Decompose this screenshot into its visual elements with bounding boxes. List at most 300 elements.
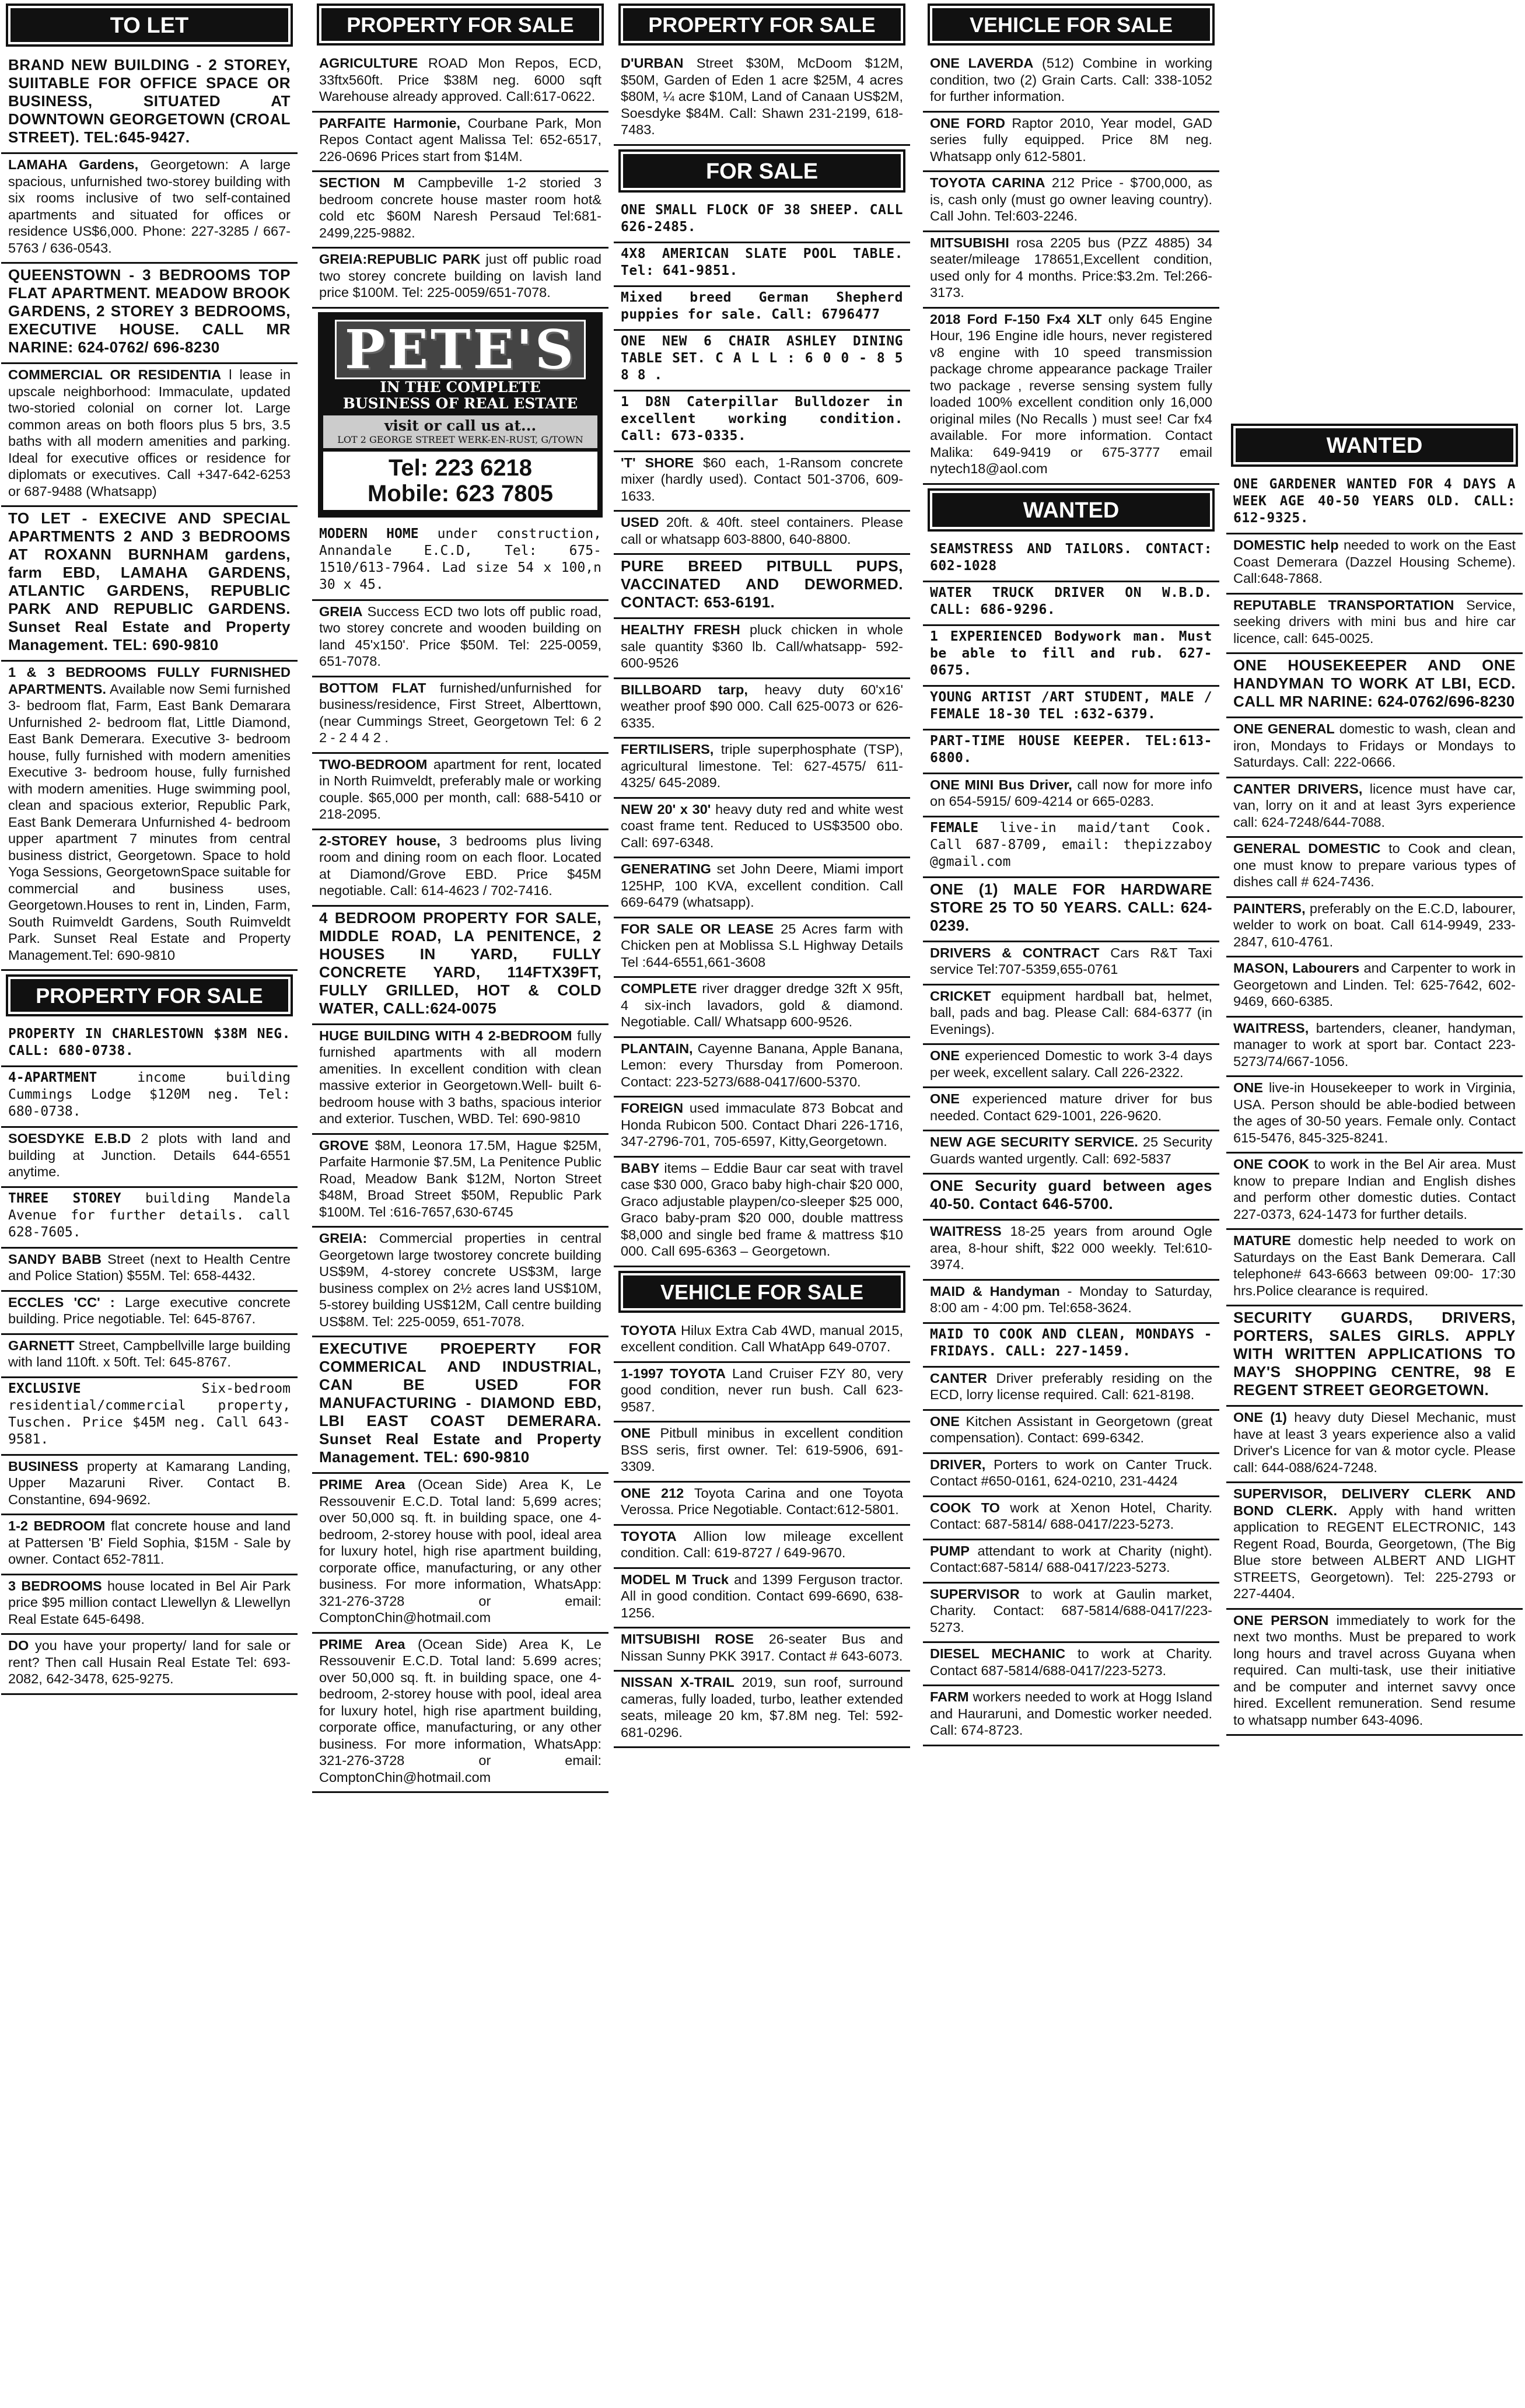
ad-lead: PRIME Area	[319, 1636, 405, 1652]
ad-text: $60 each, 1-Ransom concrete mixer (hardly used). Contact 501-3706, 609-1633.	[621, 455, 903, 504]
classified-ad	[1226, 1230, 1523, 1306]
classified-ad	[1226, 957, 1523, 1018]
ad-lead: GARNETT	[8, 1337, 75, 1353]
ad-lead: PRIME Area	[319, 1477, 405, 1492]
ad-lead: 1-1997 TOYOTA	[621, 1365, 726, 1381]
ad-text: - Monday to Saturday, 8:00 am - 4:00 pm. Tel:658-3624.	[930, 1283, 1212, 1315]
ad-lead: FARM	[930, 1689, 969, 1704]
classified-ad	[312, 601, 608, 677]
ad-text: flat concrete house and land at Pattersen 'B' Field Sophia, $15M - Sale by owner. Contact 652-7811.	[8, 1518, 291, 1567]
agency-address-box	[323, 415, 597, 448]
ad-lead: MASON, Labourers	[1233, 960, 1360, 976]
ad-lead: ONE	[930, 1091, 960, 1106]
ad-lead: ONE HOUSEKEEPER AND ONE HANDYMAN TO WORK AT LBI, ECD. CALL MR NARINE: 624-0762/696-8230	[1233, 656, 1516, 710]
ad-text: call now for more info on 654-5915/ 609-4214 or 665-0283.	[930, 777, 1212, 809]
ad-lead: CANTER	[930, 1370, 987, 1386]
ad-lead: QUEENSTOWN - 3 BEDROOMS TOP FLAT APARTMENT. MEADOW BROOK GARDENS, 2 STOREY 3 BEDROOMS, EXECUTIVE HOUSE. CALL MR NARINE: 624-0762/ 696-8230	[8, 266, 291, 356]
ad-lead: GREIA	[319, 603, 363, 619]
ad-lead: ONE (1) MALE FOR HARDWARE STORE 25 TO 50 YEARS. CALL: 624-0239.	[930, 880, 1212, 934]
classified-ad	[1226, 898, 1523, 958]
ad-lead: YOUNG ARTIST /ART STUDENT, MALE / FEMALE 18-30 TEL :632-6379.	[930, 689, 1212, 722]
ad-text: set John Deere, Miami import 125HP, 100 KVA, excellent condition. Call 669-6479 (whatsapp).	[621, 861, 903, 910]
classified-ad	[312, 113, 608, 173]
ad-lead: DOMESTIC help	[1233, 537, 1339, 553]
ad-lead: 4 BEDROOM PROPERTY FOR SALE, MIDDLE ROAD, LA PENITENCE, 2 HOUSES IN YARD, FULLY CONCRETE YARD, 114FTX39FT, FULLY GRILLED, HOT & COLD WATER, CALL:624-0075	[319, 908, 601, 1017]
classified-ad	[923, 113, 1219, 173]
ad-lead: HUGE BUILDING WITH 4 2-BEDROOM	[319, 1027, 572, 1043]
ad-lead: MAID TO COOK AND CLEAN, MONDAYS - FRIDAYS. CALL: 227-1459.	[930, 1326, 1212, 1359]
classified-ad	[614, 1098, 910, 1158]
section-header: TO LET	[6, 4, 293, 47]
ad-text: Pitbull minibus in excellent condition BSS seris, first owner. Tel: 619-5906, 691-3309.	[621, 1425, 903, 1474]
column-3	[613, 0, 911, 2408]
classified-ad	[923, 942, 1219, 985]
classified-ad	[1226, 1306, 1523, 1407]
classified-ad	[312, 677, 608, 754]
ad-lead: USED	[621, 515, 659, 530]
ad-text: property at Kamarang Landing, Upper Mazaruni River. Contact B. Constantine, 694-9692.	[8, 1458, 291, 1507]
classified-ad	[614, 243, 910, 287]
classified-ad	[312, 1135, 608, 1228]
ad-text: to Cook and clean, one must know to prepare various types of dishes call # 624-7436.	[1233, 841, 1516, 889]
classified-ad	[312, 1337, 608, 1474]
classified-ad	[923, 687, 1219, 731]
ad-lead: DO	[8, 1638, 29, 1653]
ad-lead: MATURE	[1233, 1233, 1291, 1248]
column-spacer	[1225, 0, 1524, 420]
agency-logo: PETE'S	[335, 320, 586, 379]
ad-lead: BOTTOM FLAT	[319, 680, 426, 696]
ad-lead: 1-2 BEDROOM	[8, 1518, 106, 1533]
classified-ad	[923, 232, 1219, 309]
ad-lead: PLANTAIN,	[621, 1040, 693, 1056]
classified-ad	[923, 626, 1219, 687]
classified-ad	[614, 452, 910, 512]
ad-text: to work at Gaulin market, Charity. Contact: 687-5814/688-0417/223-5273.	[930, 1586, 1212, 1635]
ad-text: only 645 Engine Hour, 196 Engine idle hours, never registered v8 engine with 10 speed transmission package chrome appearance package Trailer two package , reverse sensing system fully loaded 100% excellent condition only 16,000 original miles (No Recalls ) must see! Car fx4 available. For more information. Contact Malika: 649-9419 or 675-3777 email nytech18@aol.com	[930, 311, 1212, 476]
ad-text: to work at Charity. Contact 687-5814/688-0417/223-5273.	[930, 1646, 1212, 1678]
classified-ad	[1, 1515, 298, 1575]
classified-ad	[614, 1423, 910, 1483]
ad-text: to work in the Bel Air area. Must know to prepare Indian and English dishes and perform other domestic duties. Contact 227-0373, 624-1473 for further details.	[1233, 1156, 1516, 1222]
ad-lead: WAITRESS,	[1233, 1020, 1309, 1036]
classified-ad	[1226, 1018, 1523, 1078]
classified-ad	[923, 1454, 1219, 1497]
classified-ad	[1226, 1077, 1523, 1154]
ad-lead: ONE Security guard between ages 40-50. Contact 646-5700.	[930, 1177, 1212, 1212]
classified-ad	[312, 1228, 608, 1337]
ad-lead: FEMALE	[930, 820, 979, 836]
ad-lead: GENERATING	[621, 861, 711, 876]
classified-ad	[1226, 778, 1523, 838]
ad-lead: ONE MINI Bus Driver,	[930, 777, 1072, 792]
classified-ad	[1, 1067, 298, 1128]
ad-text: live-in maid/tant Cook. Call 687-8709, email: thepizzaboy @gmail.com	[930, 820, 1212, 869]
ad-text: 18-25 years from around Ogle area, 8-hour shift, $22 000 weekly. Tel:610-3974.	[930, 1224, 1213, 1272]
ad-lead: 2-STOREY house,	[319, 833, 440, 848]
ad-lead: PUMP	[930, 1543, 970, 1558]
ad-lead: GREIA:REPUBLIC PARK	[319, 251, 481, 267]
ad-lead: FERTILISERS,	[621, 742, 714, 757]
ad-text: under construction, Annandale E.C.D, Tel: 675-1510/613-7964. Lad size 54 x 100,n 30 x 45.	[319, 526, 601, 592]
ad-text: Commercial properties in central Georgetown large twostorey concrete building US$9M, 4-storey concrete US$3M, large business complex on 2½ acres land US$10M, 5-storey building US$12M, Call centre building US$8M. Tel: 225-0059, 651-7078.	[319, 1231, 602, 1329]
ad-lead: ONE COOK	[1233, 1156, 1309, 1172]
classified-ad	[923, 774, 1219, 817]
classified-ad	[923, 53, 1219, 113]
ad-lead: BRAND NEW BUILDING - 2 STOREY, SUIITABLE FOR OFFICE SPACE OR BUSINESS, SITUATED AT DOWNTOWN GEORGETOWN (CROAL STREET). TEL:645-9427.	[8, 56, 291, 146]
ad-text: you have your property/ land for sale or rent? Then call Husain Real Estate Tel: 693-2082, 642-3478, 625-9275.	[8, 1638, 291, 1686]
ad-lead: DRIVER,	[930, 1456, 986, 1472]
classified-ad	[923, 878, 1219, 942]
ad-lead: ONE NEW 6 CHAIR ASHLEY DINING TABLE SET. C A L L : 6 0 0 - 8 5 8 8 .	[621, 333, 903, 383]
ad-text: Cars R&T Taxi service Tel:707-5359,655-0761	[930, 945, 1213, 977]
classified-ad	[312, 830, 608, 907]
classified-ad	[1226, 654, 1523, 718]
ad-lead: PART-TIME HOUSE KEEPER. TEL:613-6800.	[930, 733, 1212, 766]
ad-text: furnished/unfurnished for business/residence, First Street, Alberttown, (near Cummings Street, Georgetown Tel: 6 2 2 - 2 4 4 2 .	[319, 680, 601, 745]
column-5	[1225, 0, 1524, 2408]
classified-ad	[923, 731, 1219, 774]
classified-ad	[312, 172, 608, 249]
section-header: PROPERTY FOR SALE	[317, 4, 604, 46]
classified-ad	[614, 1628, 910, 1672]
classified-ad	[923, 1540, 1219, 1584]
ad-lead: ONE PERSON	[1233, 1612, 1329, 1628]
ad-text: work at Xenon Hotel, Charity. Contact: 687-5814/ 688-0417/223-5273.	[930, 1500, 1212, 1532]
ad-lead: CANTER DRIVERS,	[1233, 781, 1363, 796]
ad-lead: TOYOTA CARINA	[930, 175, 1045, 190]
classified-ad	[923, 172, 1219, 232]
classified-ad	[614, 858, 910, 918]
ad-text: Georgetown: A large spacious, unfurnished two-storey building with six rooms inclusive of two self-contained apartments and situated for offices or residence US$6,000. Phone: 227-3285 / 667-5763 / 636-0543.	[8, 157, 291, 256]
ad-lead: 1 EXPERIENCED Bodywork man. Must be able to fill and rub. 627-0675.	[930, 628, 1212, 678]
ad-lead: ONE 212	[621, 1485, 684, 1501]
ad-lead: GREIA:	[319, 1231, 368, 1246]
ad-text: Porters to work on Canter Truck. Contact #650-0161, 624-0210, 231-4424	[930, 1456, 1212, 1488]
ad-text: 26-seater Bus and Nissan Sunny PKK 3917. Contact # 643-6073.	[621, 1631, 903, 1663]
ad-text: domestic to wash, clean and iron, Mondays to Fridays or Mondays to Saturdays. Call: 222-0666.	[1233, 721, 1516, 770]
ad-text: Cayenne Banana, Apple Banana, Lemon: every Thursday from Pomeroon. Contact: 223-5273/688-0417/600-5370.	[621, 1040, 903, 1089]
classified-ad	[614, 331, 910, 392]
agency-phone-box	[323, 452, 597, 510]
ad-lead: ONE GARDENER WANTED FOR 4 DAYS A WEEK AGE 40-50 YEARS OLD. CALL: 612-9325.	[1233, 477, 1516, 526]
ad-lead: TO LET - EXECIVE AND SPECIAL APARTMENTS 2 AND 3 BEDROOMS AT ROXANN BURNHAM gardens, farm EBD, LAMAHA GARDENS, ATLANTIC GARDENS, REPUBLIC PARK AND REPUBLIC GARDENS. Sunset Real Estate and Property Management. TEL: 690-9810	[8, 509, 291, 653]
ad-text: (512) Combine in working condition, two (2) Grain Carts. Call: 338-1052 for further information.	[930, 55, 1213, 104]
classified-ad	[1, 54, 298, 154]
classified-ad	[1226, 1483, 1523, 1610]
classified-ad	[1226, 1610, 1523, 1736]
ad-text: income building Cummings Lodge $120M neg. Tel: 680-0738.	[8, 1070, 291, 1119]
classified-ad	[1, 1128, 298, 1188]
ad-text: live-in Housekeeper to work in Virginia, USA. Person should be able-bodied between the ages of 30-50 years. Female only. Contact 615-5476, 845-325-8241.	[1233, 1080, 1516, 1145]
agency-address: LOT 2 GEORGE STREET WERK-EN-RUST, G/TOWN	[337, 434, 583, 445]
section-header: PROPERTY FOR SALE	[618, 4, 905, 46]
ad-lead: SECTION M	[319, 175, 405, 190]
classified-ad	[614, 512, 910, 555]
ad-lead: ONE FORD	[930, 115, 1005, 131]
classified-ad	[1, 364, 298, 507]
classified-ad	[614, 619, 910, 679]
ad-lead: NISSAN X-TRAIL	[621, 1675, 734, 1690]
ad-lead: PROPERTY IN CHARLESTOWN $38M NEG. CALL: 680-0738.	[8, 1026, 291, 1058]
classified-ad	[1, 1292, 298, 1335]
classified-ad	[312, 1025, 608, 1135]
agency-advert	[318, 312, 603, 518]
ad-text: Courbane Park, Mon Repos Contact agent Malissa Tel: 652-6517, 226-0696 Prices start from $14M.	[319, 115, 601, 164]
agency-tagline: IN THE COMPLETE	[380, 378, 541, 396]
ad-text: Raptor 2010, Year model, GAD series fully equipped. Price 8M neg. Whatsapp only 612-5801.	[930, 115, 1213, 164]
ad-lead: COOK TO	[930, 1500, 1000, 1515]
classified-ad	[923, 1045, 1219, 1088]
ad-lead: TOYOTA	[621, 1322, 677, 1338]
classified-ad	[312, 523, 608, 601]
classified-ad	[1226, 1154, 1523, 1230]
column-2	[311, 0, 610, 2408]
ad-text: equipment hardball bat, helmet, ball, pads and bag. Please Call: 684-6377 (in Evenings).	[930, 988, 1212, 1037]
classified-ad	[1, 154, 298, 264]
ad-text: and 1399 Ferguson tractor. All in good condition. Contact 699-6690, 638-1256.	[621, 1571, 904, 1620]
ad-lead: NEW 20' x 30'	[621, 801, 711, 817]
classified-ad	[312, 1634, 608, 1794]
ad-lead: ONE	[1233, 1080, 1263, 1095]
ad-lead: WATER TRUCK DRIVER ON W.B.D. CALL: 686-9296.	[930, 585, 1212, 617]
ad-text: Six-bedroom residential/commercial property, Tuschen. Price $45M neg. Call 643-9581.	[8, 1381, 291, 1447]
classified-ad	[312, 907, 608, 1025]
ad-lead: D'URBAN	[621, 55, 684, 71]
ad-text: building Mandela Avenue for further details. call 628-7605.	[8, 1190, 291, 1240]
ad-text: heavy duty Diesel Mechanic, must have at least 3 years experience also a valid Driver's Licence for van & motor cycle. Please call: 644-088/624-7248.	[1233, 1410, 1516, 1475]
ad-text: just off public road two storey concrete building on lavish land price $100M. Tel: 225-0059/651-7078.	[319, 251, 602, 300]
section-header: VEHICLE FOR SALE	[928, 4, 1215, 46]
ad-lead: BABY	[621, 1160, 660, 1176]
ad-lead: FOR SALE OR LEASE	[621, 921, 774, 936]
ad-text: Service, seeking drivers with mini bus and hire car licence, call: 645-0025.	[1233, 597, 1516, 646]
classified-ad	[614, 1672, 910, 1748]
ad-lead: BUSINESS	[8, 1458, 79, 1474]
ad-text: Allion low mileage excellent condition. Call: 619-8727 / 649-9670.	[621, 1528, 904, 1560]
classified-ad	[614, 53, 910, 146]
classified-ad	[614, 1363, 910, 1423]
ad-lead: BILLBOARD tarp,	[621, 681, 748, 697]
classified-ad	[1226, 1407, 1523, 1483]
ad-lead: MODERN HOME	[319, 526, 419, 541]
ad-lead: Mixed breed German Shepherd puppies for sale. Call: 6796477	[621, 289, 903, 322]
ad-lead: DIESEL MECHANIC	[930, 1646, 1066, 1661]
ad-lead: AGRICULTURE	[319, 55, 418, 71]
ad-lead: ONE LAVERDA	[930, 55, 1034, 71]
classified-ad	[1, 1575, 298, 1635]
classified-ad	[614, 1320, 910, 1363]
classified-ad	[923, 1584, 1219, 1644]
classified-ad	[923, 309, 1219, 485]
classified-ad	[1, 1249, 298, 1292]
column-1	[0, 0, 299, 2408]
ad-text: heavy duty red and white west coast frame tent. Reduced to US$3500 obo. Call: 697-6348.	[621, 801, 903, 850]
ad-lead: LAMAHA Gardens,	[8, 157, 139, 172]
ad-text: workers needed to work at Hogg Island and Hauraruni, and Domestic worker needed. Call: 674-8723.	[930, 1689, 1213, 1738]
classified-ad	[923, 1497, 1219, 1540]
classified-ad	[1226, 838, 1523, 898]
classified-ad	[614, 679, 910, 739]
classified-ad	[614, 799, 910, 859]
ad-lead: ONE	[621, 1425, 650, 1441]
ad-lead: MITSUBISHI ROSE	[621, 1631, 754, 1647]
classified-ad	[312, 53, 608, 113]
ad-text: house located in Bel Air Park price $95 million contact Llewellyn & Llewellyn Real Estate 645-6498.	[8, 1578, 291, 1627]
ad-lead: GENERAL DOMESTIC	[1233, 841, 1381, 856]
ad-text: domestic help needed to work on Saturdays on the East Bank Demerara. Call telephone# 643-6663 between 09:00- 17:30 hrs.Police clearance is required.	[1233, 1233, 1516, 1298]
ad-lead: MODEL M Truck	[621, 1571, 729, 1587]
agency-tagline-2: BUSINESS OF REAL ESTATE	[342, 394, 578, 412]
ad-lead: REPUTABLE TRANSPORTATION	[1233, 597, 1454, 613]
ad-text: l lease in upscale neighborhood: Immaculate, updated two-storied colonial on corner lot. Large common areas on both floors plus 5 brs, 3.5 baths with all modern amenities and parking. Ideal for executive offices or residence for diplomats or executives. Call +347-642-6253 or 687-9488 (Whatsapp)	[8, 367, 291, 499]
ad-lead: SUPERVISOR, DELIVERY CLERK AND BOND CLERK.	[1233, 1486, 1516, 1518]
ad-text: heavy duty 60'x16' weather proof $90 000. Call 625-0073 or 626-6335.	[621, 681, 904, 731]
classified-ad	[923, 1281, 1219, 1324]
section-header: FOR SALE	[618, 149, 905, 193]
ad-lead: CRICKET	[930, 988, 991, 1004]
ad-text: triple superphosphate (TSP), agricultural limestone. Tel: 627-4575/ 611-4325/ 645-2089.	[621, 742, 904, 790]
ad-lead: DRIVERS & CONTRACT	[930, 945, 1100, 960]
ad-text: 25 Acres farm with Chicken pen at Moblissa S.L Highway Details Tel :644-6551,661-3608	[621, 921, 904, 970]
classified-ad	[614, 1158, 910, 1267]
ad-lead: MAID & Handyman	[930, 1283, 1060, 1299]
ad-text: and Carpenter to work in Georgetown and Linden. Tel: 625-7642, 602-9469, 660-6385.	[1233, 960, 1516, 1009]
agency-invite: visit or call us at...	[384, 417, 537, 434]
classified-ad	[614, 1038, 910, 1098]
ad-lead: NEW AGE SECURITY SERVICE.	[930, 1134, 1138, 1149]
ad-text: Street (next to Health Centre and Police Station) $55M. Tel: 658-4432.	[8, 1251, 291, 1283]
classified-ad	[923, 1175, 1219, 1221]
ad-text: needed to work on the East Coast Demerara (Dazzel Housing Scheme). Call:648-7868.	[1233, 537, 1516, 586]
classified-ad	[1, 1456, 298, 1516]
ad-lead: TOYOTA	[621, 1528, 677, 1544]
classified-ad	[1226, 595, 1523, 655]
ad-text: 25 Security Guards wanted urgently. Call: 692-5837	[930, 1134, 1213, 1166]
ad-text: 2 plots with land and building at Junction. Details 644-6551 anytime.	[8, 1131, 291, 1179]
classified-ad	[1, 1188, 298, 1249]
ad-lead: 'T' SHORE	[621, 455, 694, 470]
ad-text: Street $30M, McDoom $12M, $50M, Garden of Eden 1 acre $25M, 4 acres $80M, ¼ acre $10M, Land of Canaan US$2M, Soesdyke $84M. Call: Shawn 231-2199, 618-7483.	[621, 55, 903, 137]
ad-text: river dragger dredge 32ft X 95ft, 4 six-inch lavadors, gold & diamond. Negotiable. Call/ Whatsapp 600-9526.	[621, 981, 904, 1029]
classified-ad	[923, 1088, 1219, 1131]
section-header: WANTED	[928, 488, 1215, 532]
ad-lead: COMMERCIAL OR RESIDENTIA	[8, 367, 222, 382]
classified-ad	[1, 1378, 298, 1456]
classified-ad	[614, 200, 910, 243]
classified-ad	[923, 1368, 1219, 1411]
classified-ad	[1, 507, 298, 662]
classified-ad	[1226, 534, 1523, 595]
classified-ad	[923, 1221, 1219, 1281]
ad-lead: PAINTERS,	[1233, 900, 1306, 916]
ad-lead: COMPLETE	[621, 981, 697, 996]
classified-ad	[614, 392, 910, 452]
classified-ad	[923, 1411, 1219, 1454]
classified-ad	[923, 1324, 1219, 1368]
ad-text: 2019, sun roof, surround cameras, fully loaded, turbo, leather extended seats, mileage 20 km, $7.8M neg. Tel: 592-681-0296.	[621, 1675, 904, 1740]
ad-lead: ONE	[930, 1413, 960, 1429]
ad-lead: ONE	[930, 1048, 960, 1063]
ad-text: apartment for rent, located in North Ruimveldt, preferably male or working couple. $65,000 per month, call: 688-5410 or 218-2095.	[319, 756, 602, 822]
ad-lead: 4-APARTMENT	[8, 1070, 97, 1085]
classified-ad	[312, 754, 608, 830]
classified-ad	[1, 662, 298, 971]
ad-lead: 2018 Ford F-150 Fx4 XLT	[930, 311, 1102, 327]
ad-text: Street, Campbellville large building with land 110ft. x 50ft. Tel: 645-8767.	[8, 1337, 291, 1369]
classified-ad	[1, 1335, 298, 1378]
classified-ad	[1226, 718, 1523, 778]
agency-mobile: Mobile: 623 7805	[368, 480, 553, 506]
ad-text: ROAD Mon Repos, ECD, 33ftx560ft. Price $38M neg. 6000 sqft Warehouse already approved. Call:617-0622.	[319, 55, 601, 104]
classified-ad	[923, 582, 1219, 626]
ad-lead: FOREIGN	[621, 1100, 684, 1116]
ad-lead: PURE BREED PITBULL PUPS, VACCINATED AND DEWORMED. CONTACT: 653-6191.	[621, 557, 903, 611]
ad-lead: MITSUBISHI	[930, 235, 1009, 250]
ad-text: (Ocean Side) Area K, Le Ressouvenir E.C.D. Total land: 5,699 acres; over 50,000 sq. ft. in building space, one 4-bedroom, 2-storey house with pool, ideal area for luxury hotel, high rise apartment building, corporate office, manufacturing, or any other business. For more information, WhatsApp: 321-276-3728 or email: ComptonChin@hotmail.com	[319, 1477, 602, 1625]
ad-lead: THREE STOREY	[8, 1190, 121, 1206]
ad-lead: ONE (1)	[1233, 1410, 1287, 1425]
ad-lead: 1 & 3 BEDROOMS FULLY FURNISHED APARTMENTS.	[8, 665, 291, 697]
classified-ad	[614, 1526, 910, 1569]
ad-lead: 4X8 AMERICAN SLATE POOL TABLE. Tel: 641-9851.	[621, 246, 903, 278]
classified-ad	[614, 1569, 910, 1629]
ad-text: Driver preferably residing on the ECD, lorry license required. Call: 621-8198.	[930, 1370, 1212, 1402]
ad-lead: WAITRESS	[930, 1224, 1002, 1239]
ad-text: rosa 2205 bus (PZZ 4885) 34 seater/mileage 178651,Excellent condition, used only for 4 months. Price:$3.2m. Tel:266-3173.	[930, 235, 1213, 300]
ad-lead: ONE GENERAL	[1233, 721, 1335, 736]
ad-lead: PARFAITE Harmonie,	[319, 115, 461, 131]
ad-lead: ECCLES 'CC' :	[8, 1294, 115, 1310]
ad-text: Large executive concrete building. Price negotiable. Tel: 645-8767.	[8, 1294, 291, 1326]
classified-ad	[1, 264, 298, 364]
ad-text: bartenders, cleaner, handyman, manager to work at sport bar. Contact 223-5273/74/667-1056.	[1233, 1020, 1516, 1069]
ad-text: 212 Price - $700,000, as is, cash only (must go owner leaving country). Call John. Tel:603-2246.	[930, 175, 1213, 223]
ad-text: Available now Semi furnished 3- bedroom flat, Farm, East Bank Demarara Unfurnished 2- bedroom flat, Little Diamond, East Bank Demerara. Executive 3- bedroom house, fully furnished with modern amenities Executive 3- bedroom house, fully furnished with modern amenities. Huge swimming pool, clean and spacious exterior, Republic Park, East Bank Demerara Unfurnished 4- bedroom upper apartment 7 minutes from central business district, Georgetown. Space to hold Yoga Sessions, GeorgetownSpace suitable for commercial and business uses, Georgetown.Houses to rent in, Linden, Farm, South Ruimveldt Gardens, South Ruimveldt Park. Sunset Real Estate and Property Management.Tel: 690-9810	[8, 681, 291, 963]
ad-text: fully furnished apartments with all modern amenities. In excellent condition with clean massive exterior in Georgetown.Well- built 6- bedroom house with 3 baths, spacious interior and exterior. Tuschen, WBD. Tel: 690-9810	[319, 1027, 602, 1126]
ad-lead: 1 D8N Caterpillar Bulldozer in excellent working condition. Call: 673-0335.	[621, 394, 903, 443]
ad-text: preferably on the E.C.D, labourer, welder to work on boat. Call 614-9949, 233-2847, 610-4761.	[1233, 900, 1516, 949]
classified-ad	[614, 555, 910, 619]
ad-text: items – Eddie Baur car seat with travel case $30 000, Graco baby high-chair $20 000, Graco adjustable playpen/co-sleeper $25 000, Graco baby-pram $20 000, double mattress $8,000 and single bed frame & mattress $10 000. Call 695-6363 – Georgetown.	[621, 1160, 903, 1259]
ad-lead: SECURITY GUARDS, DRIVERS, PORTERS, SALES GIRLS. APPLY WITH WRITTEN APPLICATIONS TO MAY'S SHOPPING CENTRE, 98 E REGENT STREET GEORGETOWN.	[1233, 1309, 1516, 1399]
ad-text: Hilux Extra Cab 4WD, manual 2015, excellent condition. Call WhatApp 649-0707.	[621, 1322, 904, 1354]
ad-text: Apply with hand written application to REGENT ELECTRONIC, 143 Regent Road, Bourda, Georgetown, (The Big Blue store between ALBERT AND LIGHT STREETS, Georgetown). Tel: 225-2793 or 227-4404.	[1233, 1502, 1516, 1601]
ad-lead: GROVE	[319, 1137, 369, 1153]
ad-lead: SANDY BABB	[8, 1251, 102, 1267]
classified-ad	[614, 739, 910, 799]
ad-lead: EXECUTIVE PROEPERTY FOR COMMERICAL AND INDUSTRIAL, CAN BE USED FOR MANUFACTURING - DIAMOND EBD, LBI EAST COAST DEMERARA. Sunset Real Estate and Property Management. TEL: 690-9810	[319, 1340, 601, 1466]
ad-text: 20ft. & 40ft. steel containers. Please call or whatsapp 603-8800, 640-8800.	[621, 515, 904, 547]
agency-tel: Tel: 223 6218	[388, 455, 533, 481]
classified-ad	[614, 918, 910, 978]
column-4	[922, 0, 1220, 2408]
classified-ad	[312, 1474, 608, 1634]
ad-text: attendant to work at Charity (night). Contact:687-5814/ 688-0417/223-5273.	[930, 1543, 1212, 1575]
ad-lead: ONE SMALL FLOCK OF 38 SHEEP. CALL 626-2485.	[621, 202, 903, 235]
classified-ad	[923, 1643, 1219, 1686]
ad-lead: 3 BEDROOMS	[8, 1578, 102, 1593]
ad-text: (Ocean Side) Area K, Le Ressouvenir E.C.D. Total land: 5.699 acres; over 50,000 sq. ft. in building space, one 4-bedroom, 2-storey house with pool, ideal area for luxury hotel, high rise apartment building, corporate office, manufacturing, or any other business. For more information, WhatsApp: 321-276-3728 or email: ComptonChin@hotmail.com	[319, 1636, 602, 1785]
ad-text: $8M, Leonora 17.5M, Hague $25M, Parfaite Harmonie $7.5M, La Penitence Public Road, Meadow Bank $12M, Norton Street $48M, Broad Street $50M, Republic Park $100M. Tel :616-7657,630-6745	[319, 1137, 601, 1219]
classified-ad	[923, 817, 1219, 878]
ad-text: pluck chicken in whole sale quantity $360 lb. Call/whatsapp- 592-600-9526	[621, 622, 903, 670]
ad-lead: SEAMSTRESS AND TAILORS. CONTACT: 602-1028	[930, 541, 1212, 574]
ad-text: Success ECD two lots off public road, two storey concrete and wooden building on land 45'x150'. Price $50M. Tel: 225-0059, 651-7078.	[319, 603, 602, 669]
ad-text: licence must have car, van, lorry on it and at least 3yrs experience call: 624-7248/644-7088.	[1233, 781, 1516, 830]
ad-text: Campbeville 1-2 storied 3 bedroom concrete house master room hot& cold etc $60M Naresh Persaud Tel:681-2499,225-9882.	[319, 175, 602, 240]
ad-text: Kitchen Assistant in Georgetown (great compensation). Contact: 699-6342.	[930, 1413, 1213, 1445]
